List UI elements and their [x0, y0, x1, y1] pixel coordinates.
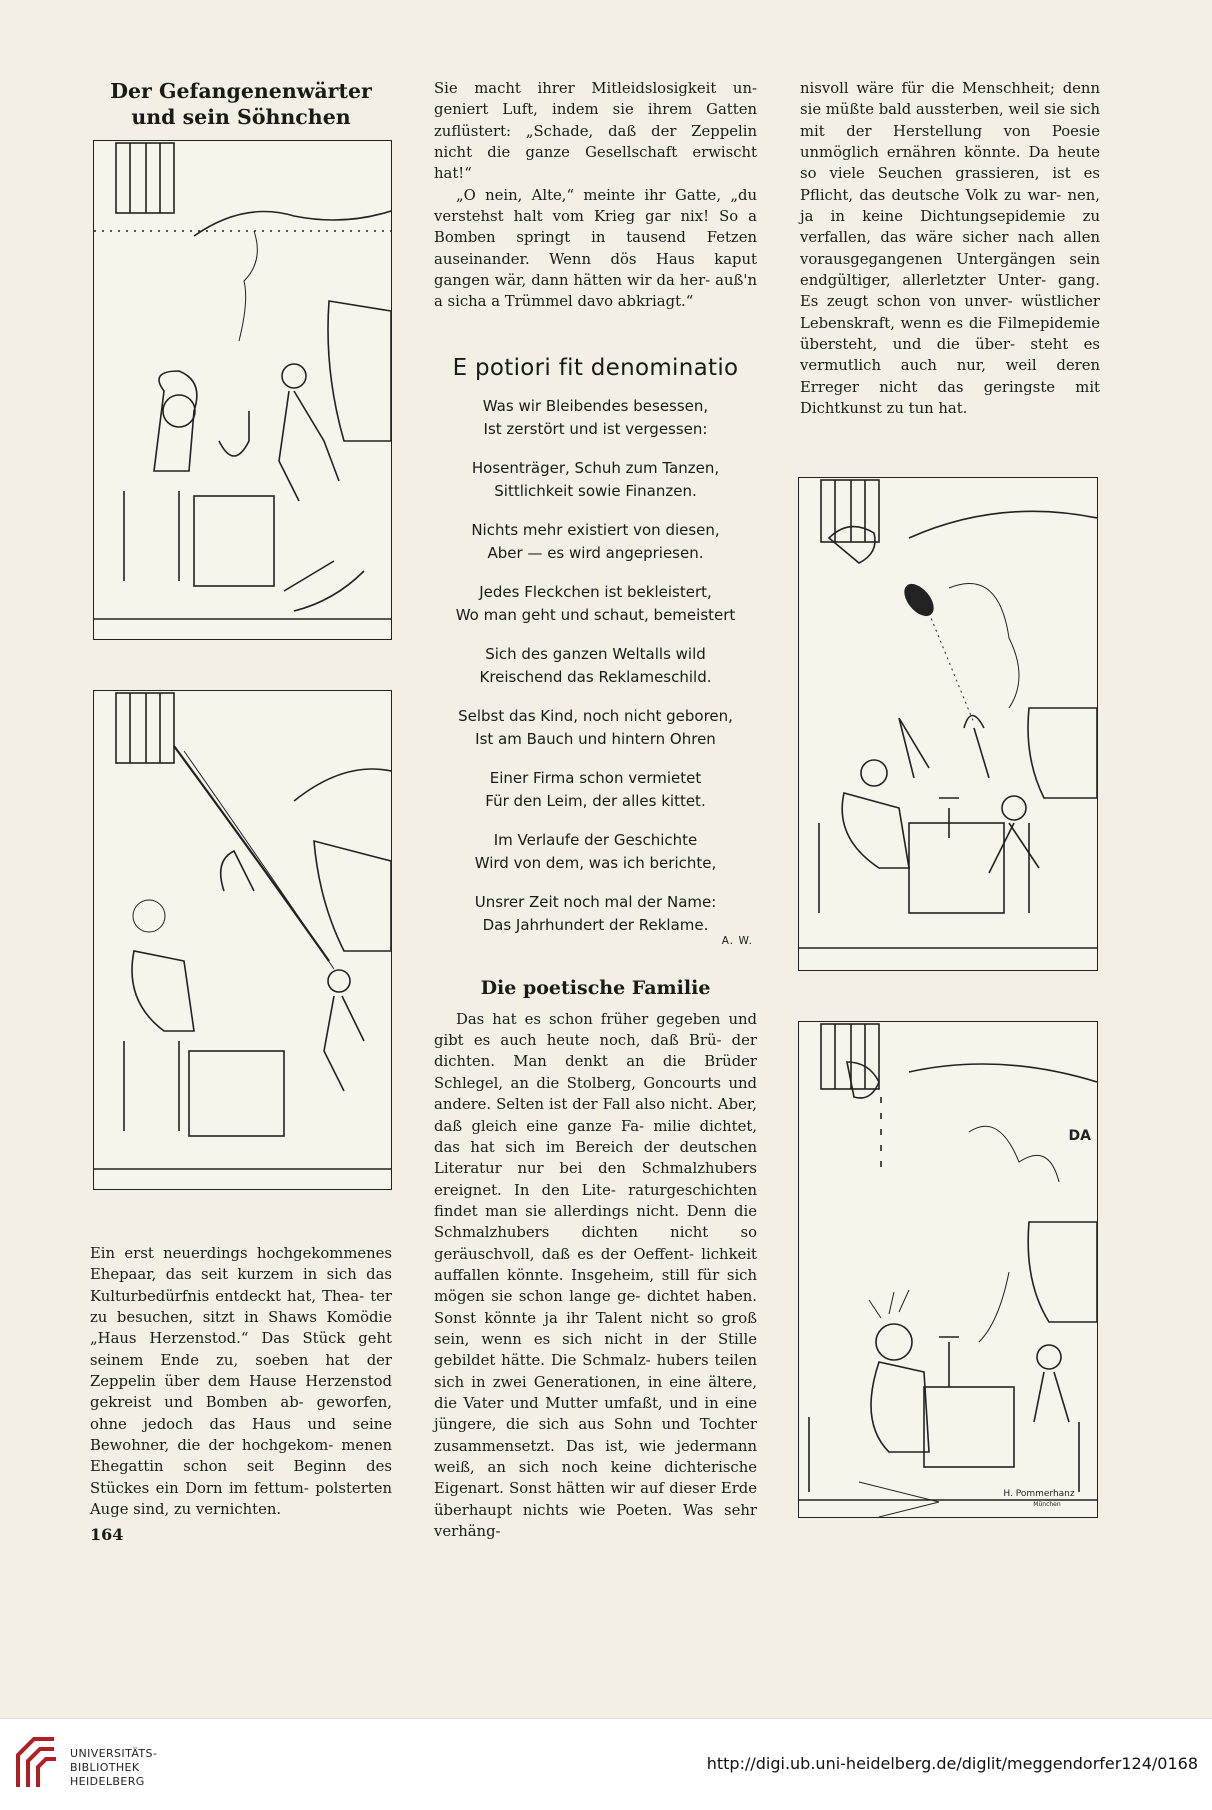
library-name-line2: BIBLIOTHEK	[70, 1761, 140, 1774]
comic-drawing-2	[94, 691, 391, 1189]
poem-stanza: Unsrer Zeit noch mal der Name: Das Jahrhundert der Reklame.	[474, 892, 717, 934]
page-number: 164	[90, 1525, 124, 1544]
article1-continuation-p1: Sie macht ihrer Mitleidslosigkeit un- geniert Luft, indem sie ihrem Gatten zuflüstert: „Schade, daß der Zeppelin nicht die ganze Gesellschaft erwischt hat!“	[434, 80, 757, 183]
permalink-url[interactable]: http://digi.ub.uni-heidelberg.de/diglit/meggendorfer124/0168	[706, 1754, 1198, 1773]
poem-title: E potiori fit denominatio	[452, 354, 739, 381]
article2-title: Die poetische Familie	[480, 976, 711, 999]
library-name-line1: UNIVERSITÄTS-	[70, 1747, 158, 1760]
comic-drawing-4	[799, 1022, 1097, 1517]
column-right	[800, 78, 1100, 420]
poem-stanza: Im Verlaufe der Geschichte Wird von dem, was ich berichte,	[474, 830, 717, 872]
poem-stanza: Einer Firma schon vermietet Für den Leim, der alles kittet.	[485, 768, 706, 810]
article1-caption-text: Ein erst neuerdings hochgekommenes Ehepaar, das seit kurzem in sich das Kulturbedürfnis entdeckt hat, Thea- ter zu besuchen, sitzt in Shaws Komödie „Haus Herzenstod.“ Das Stück geht seinem Ende zu, soeben hat der Zeppelin über dem Hause Herzenstod gekreist und Bomben ab- geworfen, ohne jedoch das Haus und seine Bewohner, die der hochgekom- menen Ehegattin schon seit Beginn des Stückes ein Dorn im fettum- polsterten Auge sind, zu vernichten.	[90, 1245, 392, 1519]
poem-signature: A. W.	[721, 934, 753, 947]
comic-panel-1	[93, 140, 392, 640]
artist-signature: H. Pommerhanz	[1003, 1489, 1075, 1499]
column-middle	[434, 78, 757, 1542]
comic-panel-4	[798, 1021, 1098, 1518]
comic-panel-2	[93, 690, 392, 1190]
digitization-footer	[0, 1718, 1212, 1810]
poem-body	[434, 395, 757, 947]
article1-title-line1: Der Gefangenenwärter	[110, 79, 372, 103]
university-library-logo-icon[interactable]	[14, 1735, 60, 1791]
poem-stanza: Sich des ganzen Weltalls wild Kreischend das Reklameschild.	[479, 644, 712, 686]
poem-stanza: Hosenträger, Schuh zum Tanzen, Sittlichkeit sowie Finanzen.	[471, 458, 720, 500]
article2-continuation	[800, 78, 1100, 420]
library-name[interactable]	[70, 1747, 157, 1789]
article2-body	[434, 1009, 757, 1543]
article2-paragraph-2: nisvoll wäre für die Menschheit; denn sie müßte bald aussterben, weil sie sich mit der Herstellung von Poesie unmöglich ernähren könnte. Da heute so viele Seuchen grassieren, ist es Pflicht, das deutsche Volk zu war- nen, ja in keine Dichtungsepidemie zu verfallen, das wäre sicher nach allen vorausgegangenen Untergängen sein endgültiger, allerletzter Unter- gang. Es zeugt schon von unver- wüstlicher Lebenskraft, wenn es die Filmepidemie übersteht, und die über- steht es vermutlich auch nur, weil deren Erreger nicht das geringste mit Dichtkunst zu tun hat.	[800, 80, 1100, 418]
poem-stanza: Nichts mehr existiert von diesen, Aber — es wird angepriesen.	[471, 520, 720, 562]
article1-continuation-p2: „O nein, Alte,“ meinte ihr Gatte, „du verstehst halt vom Krieg gar nix! So a Bomben springt in tausend Fetzen auseinander. Wenn dös Haus kaput gangen wär, dann hätten wir da her- auß'n a sicha a Trümmel davo abkriagt.“	[434, 186, 757, 311]
article1-caption	[90, 1243, 392, 1520]
comic-drawing-1	[94, 141, 391, 639]
article2-paragraph-1: Das hat es schon früher gegeben und gibt es auch heute noch, daß Brü- der dichten. Man denkt an die Brüder Schlegel, an die Stolberg, Goncourts und andere. Selten ist der Fall also nicht. Aber, daß gleich eine ganze Fa- milie dichtet, das hat sich im Bereich der deutschen Literatur nur bei den Schmalzhubers ereignet. In den Lite- raturgeschichten findet man sie allerdings nicht. Denn die Schmalzhubers dichten nicht so geräuschvoll, daß es der Oeffent- lichkeit auffallen könnte. Insgeheim, still für sich mögen sie schon lange ge- dichtet haben. Sonst könnte ja ihr Talent nicht so groß sein, wenn es sich nicht in der Stille gebildet hätte. Die Schmalz- hubers teilen sich in zwei Generationen, in eine ältere, die Vater und Mutter umfaßt, und in eine jüngere, die sich aus Sohn und Tochter zusammensetzt. Das ist, wie jedermann weiß, an sich noch keine dichterische Eigenart. Sonst hätten wir auf dieser Erde überhaupt nichts wie Poeten. Was sehr verhäng-	[434, 1010, 757, 1541]
poem-stanza: Jedes Fleckchen ist bekleistert, Wo man geht und schaut, bemeistert	[455, 582, 736, 624]
article1-title-line2: und sein Söhnchen	[131, 105, 351, 129]
comic-panel-3	[798, 477, 1098, 971]
column-left	[90, 78, 392, 142]
panel4-sign-text: DA	[1068, 1128, 1091, 1144]
article1-title	[90, 78, 392, 130]
library-name-line3: HEIDELBERG	[70, 1775, 145, 1788]
poem-stanza: Was wir Bleibendes besessen, Ist zerstört und ist vergessen:	[482, 396, 709, 438]
artist-signature-place: München	[1033, 1501, 1061, 1508]
poem-stanza: Selbst das Kind, noch nicht geboren, Ist am Bauch und hintern Ohren	[458, 706, 733, 748]
article1-continuation	[434, 78, 757, 313]
comic-drawing-3	[799, 478, 1097, 970]
